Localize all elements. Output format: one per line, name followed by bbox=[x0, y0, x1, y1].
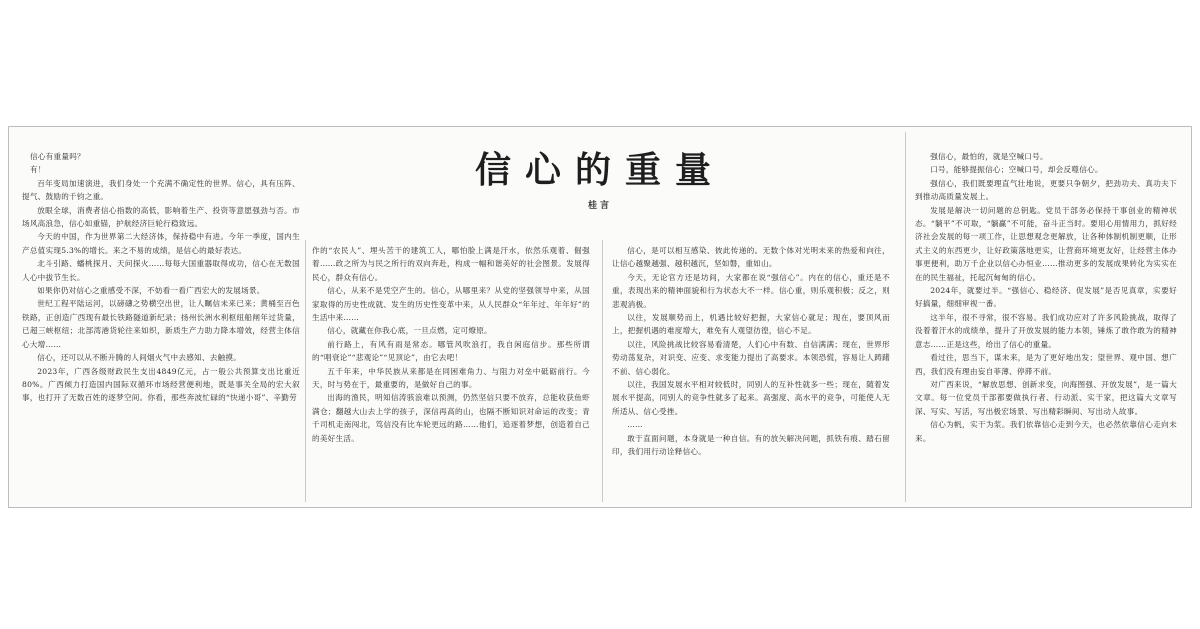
paragraph: 强信心，我们既要理直气壮地说，更要只争朝夕，把劲功夫、真功夫下到推动高质量发展上。 bbox=[915, 178, 1177, 202]
paragraph: 信心有重量吗？ bbox=[30, 152, 85, 161]
paragraph: 五千年来，中华民族从来都是在同困难角力、与阻力对垒中砥砺前行。今天，时与势在于，最重要的，是做好自己的事。 bbox=[312, 366, 590, 390]
paragraph: 放眼全球，消费者信心指数的高低，影响着生产、投资等意愿强劲与否。市场风高浪急，信心如重锚，护航经济巨轮行稳致远。 bbox=[22, 205, 300, 229]
paragraph: 作的“农民人”、埋头苦干的建筑工人，哪怕脸上满是汗水，依然乐观着、倔强着……政之所为与民之所行的双向奔赴，构成一幅和谐美好的社会图景。发展得民心，群众有信心。 bbox=[312, 246, 590, 282]
article-column-4 bbox=[915, 150, 1177, 495]
article-title: 信心的重量 bbox=[474, 150, 725, 191]
paragraph: 北斗引路、蟠桃探月、天问探火……每每大国重器取得成功，信心在无数国人心中拔节生长。 bbox=[22, 259, 300, 282]
article-author: 桂言 bbox=[587, 201, 612, 211]
paragraph: 出海的渔民，明知信涛骇浪难以预测，仍然坚信只要不放弃，总能收获鱼虾满仓；翻越大山去上学的孩子，深信再高的山，也隔不断知识对命运的改变；青千司机走南闯北，笃信没有比车轮更远的路……他们，追逐着梦想，创造着自己的美好生活。 bbox=[312, 393, 590, 443]
paragraph: 以往，风险挑战比较容易看清楚，人们心中有数、自信满满；现在，世界形势动荡复杂，对识变、应变、求变能力提出了高要求。本领恐慌，容易让人踌躇不前、信心弱化。 bbox=[612, 339, 890, 376]
paragraph: 口号，能够提振信心；空喊口号，却会反噬信心。 bbox=[930, 165, 1103, 175]
paragraph: 2024年，就要过半。“强信心、稳经济、促发展”是否见真章，实要好好搞量，细细审视一番。 bbox=[915, 286, 1177, 309]
paragraph: 信心为帆，实干为浆。我们依靠信心走到今天，也必然依靠信心走向未来。 bbox=[915, 420, 1177, 443]
article-column-3 bbox=[612, 244, 890, 496]
paragraph: 2023年，广西各级财政民生支出4849亿元，占一般公共预算支出比重近80%。广西倾力打造国内国际双循环市场经营便利地，既是事关全局的宏大叙事，也打开了无数百姓的逐梦空间。你看，那些奔波忙碌的“快递小哥”、辛勤劳 bbox=[22, 366, 300, 403]
paragraph: 以往，发展顺势而上，机遇比较好把握，大家信心就足；现在，要顶风而上，把握机遇的难度增大，难免有人观望彷徨，信心不足。 bbox=[612, 313, 890, 336]
paragraph: 强信心，最怕的，就是空喊口号。 bbox=[930, 152, 1048, 161]
paragraph: 今天的中国，作为世界第二大经济体，保持稳中有进。今年一季度，国内生产总值实现5.3%的增长。来之不易的成绩，是信心的最好表达。 bbox=[22, 232, 300, 255]
paragraph: 这半年，很不寻常，很不容易。我们成功应对了许多风险挑战，取得了没着着汗水的成绩单，提升了开放发展的能力本领，锤炼了敢作敢为的精神意志……正是这些，给出了信心的重量。 bbox=[915, 312, 1177, 349]
paragraph: 如果你仍对信心之重感受不深，不妨看一看广西宏大的发展场景。 bbox=[37, 286, 265, 296]
paragraph: 信心，从来不是凭空产生的。信心，从哪里来？从党的坚强领导中来，从国家取得的历史性成就、发生的历史性变革中来，从人民群众“年年过、年年好”的生活中来…… bbox=[312, 286, 590, 323]
column-divider bbox=[305, 240, 306, 502]
article-column-1 bbox=[22, 150, 300, 495]
article-column-2 bbox=[312, 244, 590, 496]
paragraph: 看过往，思当下，谋未来，是为了更好地出发；望世界、观中国、想广西，我们没有理由妄自菲薄、停滞不前。 bbox=[915, 353, 1177, 376]
paragraph: 百年变局加速演进，我们身处一个充满不确定性的世界。信心，具有压阵、提气、鼓励的千钧之重。 bbox=[22, 178, 300, 202]
paragraph: 发展是解决一切问题的总钥匙。党员干部务必保持干事创业的精神状态。“躺平”不可取，“躺赢”不可能，奋斗正当时。要用心用情用力，抓好经济社会发展的每一项工作，让思想观念更解放，让各种体制机制更顺，让形式主义的东西更少，让好政策落地更实，让营商环境更友好，让经营主体办事更便利，助万千企业以信心办恒业……推动更多的发展成果转化为实实在在的民生福祉，托起沉甸甸的信心。 bbox=[915, 205, 1177, 282]
paragraph: 以往，我国发展水平相对较低时，同别人的互补性就多一些；现在，随着发展水平提高，同别人的竞争性就多了起来。高强度、高水平的竞争，可能使人无所适从、信心受挫。 bbox=[612, 380, 890, 416]
paragraph: 有！ bbox=[30, 165, 46, 175]
paragraph: 世纪工程平陆运河，以磅礴之势横空出世，让人瞩信未来已来；黄桶至百色铁路，正创造广西现有最长铁路隧道新纪录；扬州长洲水利枢纽船闸年过货量，已超三峡枢纽；北部湾港货轮往来如织，新质生产力助力降本增效，经营主体信心大增…… bbox=[22, 299, 300, 349]
ellipsis: …… bbox=[627, 420, 643, 430]
paragraph: 信心，是可以相互感染、彼此传递的。无数个体对光明未来的热爱和向往，让信心越聚越强、越积越沉，坚如磐，重如山。 bbox=[612, 246, 890, 269]
paragraph: 前行路上，有风有雨是常态。哪管风吹浪打，我自闲庭信步。那些所谓的“唱衰论”“悲观论”“见顶论”，由它去吧！ bbox=[312, 339, 590, 363]
paragraph: 今天，无论官方还是坊间，大家都在说“强信心”。内在的信心，重还是不重，表现出来的精神面貌和行为状态大不一样。信心重，则乐观积极；反之，则悲观消极。 bbox=[612, 272, 890, 309]
paragraph: 对广西来说，“解放思想、创新求变，向海图强、开放发展”，是一篇大文章。每一位党员干部都要做执行者、行动派、实干家，把这篇大文章写深、写实、写活，写出极宏场景、写出精彩瞬间、写出动人故事。 bbox=[915, 379, 1177, 416]
column-divider bbox=[905, 132, 906, 502]
paragraph: 信心，还可以从不断升腾的人间烟火气中去感知、去触摸。 bbox=[37, 353, 242, 363]
column-divider bbox=[602, 240, 603, 502]
paragraph: 信心，就藏在你我心底，一旦点燃，定可燎原。 bbox=[327, 326, 492, 336]
paragraph: 敢于直面问题，本身就是一种自信。有的放矢解决问题，抓铁有痕、踏石留印，我们用行动诠释信心。 bbox=[612, 433, 890, 457]
